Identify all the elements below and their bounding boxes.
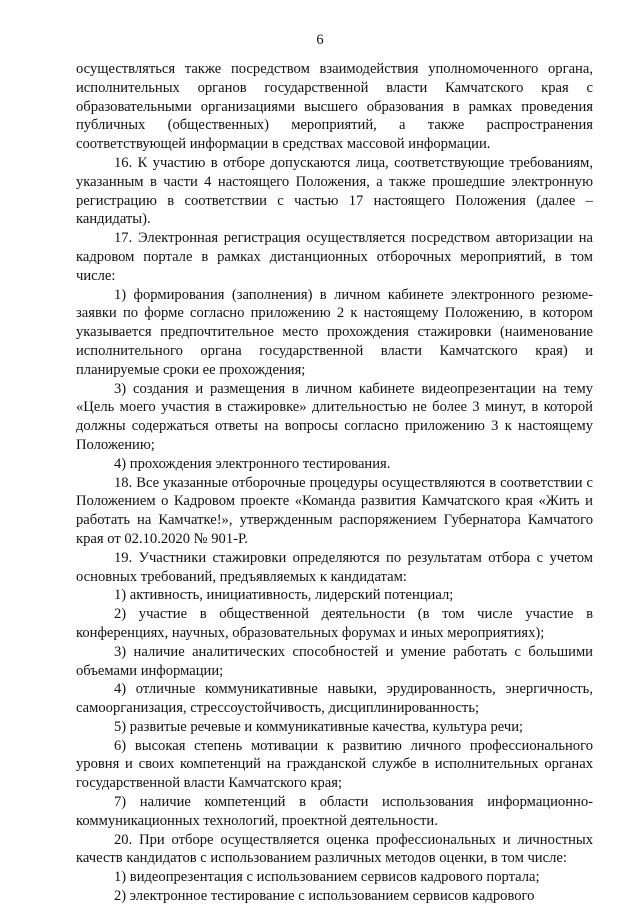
paragraph-19-item-6: 6) высокая степень мотивации к развитию личного профессионального уровня и своих компетенций на гражданской службе в исполнительных органах государственной власти Камчатского края;	[76, 737, 593, 792]
paragraph-17-item-3: 3) создания и размещения в личном кабинете видеопрезентации на тему «Цель моего участия в стажировке» длительностью не более 3 минут, в которой должны содержаться ответы на вопросы согласно приложению 3 к настоящему Положению;	[76, 380, 593, 453]
page-number: 6	[316, 32, 324, 48]
paragraph-19-item-2: 2) участие в общественной деятельности (в том числе участие в конференциях, научных, образовательных форумах и иных мероприятиях);	[76, 606, 593, 641]
paragraph-17-item-4: 4) прохождения электронного тестирования.	[114, 455, 391, 472]
document-body	[76, 60, 593, 906]
paragraph-16: 16. К участию в отборе допускаются лица, соответствующие требованиям, указанным в части 4 настоящего Положения, а также прошедшие электронную регистрацию в соответствии с частью 17 настоящего Положения (далее – кандидаты).	[76, 154, 593, 228]
paragraph-19-item-5: 5) развитые речевые и коммуникативные качества, культура речи;	[114, 718, 524, 735]
paragraph-18: 18. Все указанные отборочные процедуры осуществляются в соответствии с Положением о Кадровом проекте «Команда развития Камчатского края «Жить и работать на Камчатке!», утвержденным распоряжением Губернатора Камчатого края от 02.10.2020 № 901-Р.	[76, 474, 593, 547]
paragraph-17: 17. Электронная регистрация осуществляется посредством авторизации на кадровом портале в рамках дистанционных отборочных мероприятий, в том числе:	[76, 230, 593, 284]
paragraph-20: 20. При отборе осуществляется оценка профессиональных и личностных качеств кандидатов с использованием различных методов оценки, в том числе:	[76, 831, 593, 867]
paragraph-17-item-1: 1) формирования (заполнения) в личном кабинете электронного резюме-заявки по форме согласно приложению 2 к настоящему Положению, в котором указывается предпочтительное место прохождения стажировки (наименование исполнительного органа государственной власти Камчатского края) и планируемые сроки ее прохождения;	[76, 286, 593, 378]
paragraph-19-item-7: 7) наличие компетенций в области использования информационно-коммуникационных технологий, проектной деятельности.	[76, 794, 593, 829]
paragraph-20-item-1: 1) видеопрезентация с использованием сервисов кадрового портала;	[114, 869, 540, 886]
paragraph-19-item-3: 3) наличие аналитических способностей и умение работать с большими объемами информации;	[76, 643, 593, 679]
paragraph-continuation: осуществляться также посредством взаимодействия уполномоченного органа, исполнительных органов государственной власти Камчатского края с образовательными организациями высшего образования в рамках проведения публичных (общественных) мероприятий, а также распространения соответствующей информации в средствах массовой информации.	[76, 61, 593, 153]
paragraph-20-item-2: 2) электронное тестирование с использованием сервисов кадрового	[114, 888, 535, 905]
paragraph-19: 19. Участники стажировки определяются по результатам отбора с учетом основных требований, предъявляемых к кандидатам:	[76, 549, 593, 585]
paragraph-19-item-1: 1) активность, инициативность, лидерский потенциал;	[114, 587, 454, 604]
paragraph-19-item-4: 4) отличные коммуникативные навыки, эрудированность, энергичность, самоорганизация, стрессоустойчивость, дисциплинированность;	[76, 681, 593, 717]
